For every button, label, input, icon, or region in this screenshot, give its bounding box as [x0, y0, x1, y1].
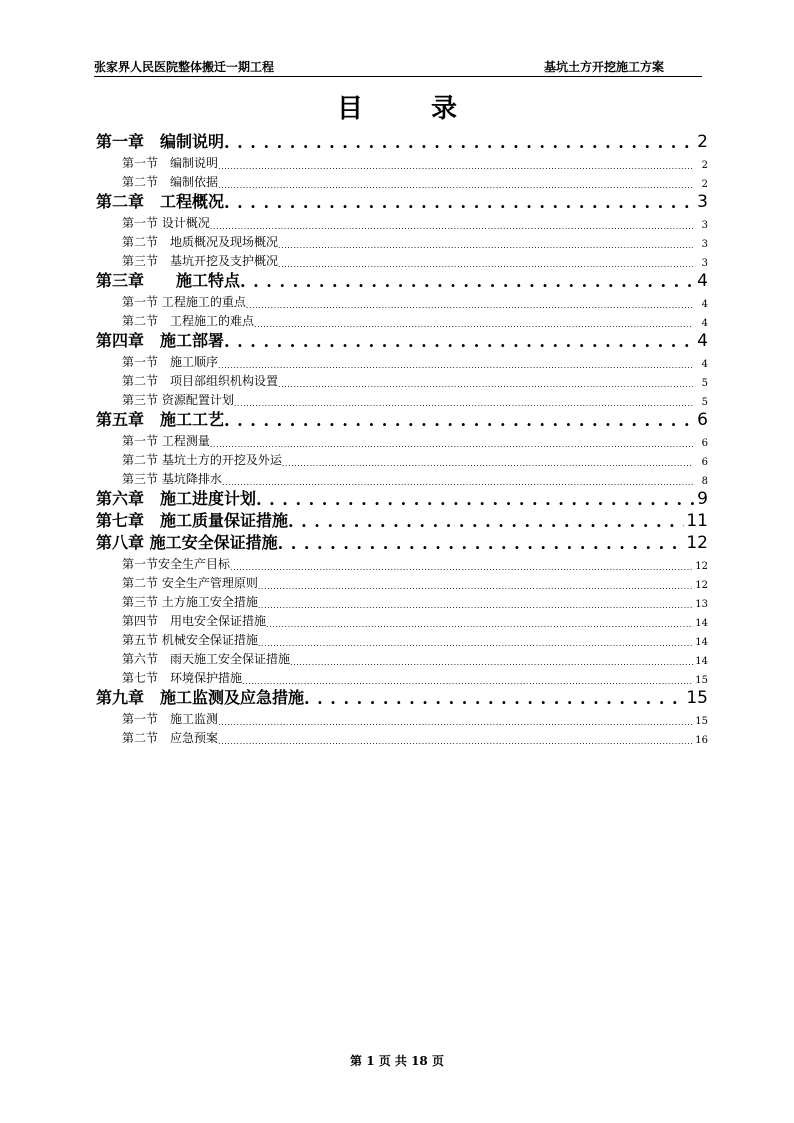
section-page-number: 4: [701, 318, 708, 329]
toc-chapter-entry[interactable]: [96, 686, 708, 708]
section-label: 第二节 地质概况及现场概况: [122, 235, 279, 249]
dot-leader: [224, 133, 695, 152]
section-page-number: 6: [701, 438, 708, 449]
section-label: 第三节 土方施工安全措施: [122, 595, 258, 609]
toc-chapter-entry[interactable]: [96, 130, 708, 152]
toc-section-entry[interactable]: [96, 351, 708, 370]
section-page-number: 14: [695, 656, 708, 667]
section-page-number: 3: [701, 258, 708, 269]
chapter-page-number: 4: [697, 271, 708, 291]
dot-leader: [230, 563, 693, 572]
section-label: 第七节 环境保护措施: [122, 671, 243, 685]
dot-leader: [210, 222, 693, 231]
section-label: 第二节 工程施工的难点: [122, 314, 255, 328]
section-label: 第四节 用电安全保证措施: [122, 614, 267, 628]
dot-leader: [218, 181, 693, 190]
section-page-number: 4: [701, 299, 708, 310]
section-page-number: 12: [695, 561, 708, 572]
toc-section-entry[interactable]: [96, 667, 708, 686]
table-of-contents: [96, 130, 708, 746]
toc-chapter-entry[interactable]: [96, 269, 708, 291]
dot-leader: [224, 332, 695, 351]
toc-section-entry[interactable]: [96, 708, 708, 727]
dot-leader: [288, 512, 684, 531]
dot-leader: [218, 737, 693, 746]
toc-section-entry[interactable]: [96, 212, 708, 231]
chapter-label: 第五章 施工工艺: [96, 410, 225, 429]
dot-leader: [304, 689, 684, 708]
dot-leader: [234, 399, 693, 408]
toc-section-entry[interactable]: [96, 370, 708, 389]
dot-leader: [282, 459, 693, 468]
page-footer: 第 1 页 共 18 页: [350, 1054, 444, 1068]
toc-section-entry[interactable]: [96, 553, 708, 572]
section-label: 第一节 施工监测: [122, 712, 219, 726]
toc-section-entry[interactable]: [96, 430, 708, 449]
section-page-number: 14: [695, 637, 708, 648]
section-label: 第二节 应急预案: [122, 731, 219, 745]
chapter-page-number: 2: [697, 132, 708, 152]
dot-leader: [242, 677, 693, 686]
chapter-page-number: 9: [697, 489, 708, 509]
toc-chapter-entry[interactable]: [96, 408, 708, 430]
dot-leader: [278, 534, 685, 553]
header-document-title: 基坑土方开挖施工方案: [543, 60, 664, 74]
section-page-number: 3: [701, 220, 708, 231]
toc-section-entry[interactable]: [96, 629, 708, 648]
dot-leader: [218, 361, 693, 370]
section-page-number: 5: [701, 378, 708, 389]
section-label: 第一节 施工顺序: [122, 355, 219, 369]
section-page-number: 15: [695, 675, 708, 686]
section-page-number: 12: [695, 580, 708, 591]
section-label: 第六节 雨天施工安全保证措施: [122, 652, 291, 666]
chapter-label: 第七章 施工质量保证措施: [96, 511, 289, 530]
toc-chapter-entry[interactable]: [96, 531, 708, 553]
toc-chapter-entry[interactable]: [96, 487, 708, 509]
section-page-number: 2: [701, 160, 708, 171]
section-label: 第五节 机械安全保证措施: [122, 633, 258, 647]
section-page-number: 5: [701, 397, 708, 408]
dot-leader: [218, 718, 693, 727]
section-label: 第一节安全生产目标: [122, 557, 231, 571]
toc-section-entry[interactable]: [96, 449, 708, 468]
dot-leader: [246, 301, 693, 310]
chapter-page-number: 12: [686, 533, 708, 553]
section-page-number: 6: [701, 457, 708, 468]
section-label: 第一节 设计概况: [122, 216, 210, 230]
toc-section-entry[interactable]: [96, 310, 708, 329]
toc-title: 目录: [336, 94, 525, 124]
chapter-page-number: 11: [686, 511, 708, 531]
toc-section-entry[interactable]: [96, 727, 708, 746]
dot-leader: [258, 639, 693, 648]
toc-section-entry[interactable]: [96, 152, 708, 171]
section-page-number: 8: [701, 476, 708, 487]
section-label: 第一节 编制说明: [122, 156, 219, 170]
section-label: 第一节 工程测量: [122, 434, 210, 448]
dot-leader: [240, 272, 695, 291]
section-label: 第二节 编制依据: [122, 175, 219, 189]
dot-leader: [210, 440, 693, 449]
chapter-label: 第二章 工程概况: [96, 192, 225, 211]
section-label: 第一节 工程施工的重点: [122, 295, 246, 309]
toc-section-entry[interactable]: [96, 231, 708, 250]
toc-section-entry[interactable]: [96, 468, 708, 487]
section-label: 第二节 项目部组织机构设置: [122, 374, 279, 388]
toc-section-entry[interactable]: [96, 572, 708, 591]
dot-leader: [258, 582, 693, 591]
dot-leader: [224, 193, 695, 212]
dot-leader: [218, 162, 693, 171]
dot-leader: [224, 411, 695, 430]
section-page-number: 15: [695, 716, 708, 727]
chapter-label: 第四章 施工部署: [96, 331, 225, 350]
chapter-label: 第八章 施工安全保证措施: [96, 533, 278, 552]
section-page-number: 2: [701, 179, 708, 190]
toc-section-entry[interactable]: [96, 291, 708, 310]
section-page-number: 3: [701, 239, 708, 250]
dot-leader: [254, 320, 693, 329]
header-project-name: 张家界人民医院整体搬迁一期工程: [94, 60, 275, 74]
dot-leader: [278, 241, 693, 250]
dot-leader: [258, 601, 693, 610]
toc-section-entry[interactable]: [96, 648, 708, 667]
dot-leader: [290, 658, 693, 667]
dot-leader: [266, 620, 693, 629]
page-header: [94, 56, 702, 77]
section-label: 第二节 安全生产管理原则: [122, 576, 258, 590]
toc-section-entry[interactable]: [96, 389, 708, 408]
chapter-page-number: 3: [697, 192, 708, 212]
section-page-number: 4: [701, 359, 708, 370]
chapter-label: 第一章 编制说明: [96, 132, 225, 151]
section-label: 第三节 基坑开挖及支护概况: [122, 254, 279, 268]
dot-leader: [256, 490, 695, 509]
toc-chapter-entry[interactable]: [96, 329, 708, 351]
toc-section-entry[interactable]: [96, 250, 708, 269]
section-page-number: 14: [695, 618, 708, 629]
chapter-page-number: 6: [697, 410, 708, 430]
section-label: 第三节 基坑降排水: [122, 472, 222, 486]
dot-leader: [278, 380, 693, 389]
toc-section-entry[interactable]: [96, 610, 708, 629]
dot-leader: [222, 478, 693, 487]
toc-section-entry[interactable]: [96, 591, 708, 610]
toc-chapter-entry[interactable]: [96, 509, 708, 531]
chapter-label: 第三章 施工特点: [96, 271, 241, 290]
toc-chapter-entry[interactable]: [96, 190, 708, 212]
section-page-number: 13: [695, 599, 708, 610]
chapter-label: 第六章 施工进度计划: [96, 489, 257, 508]
chapter-page-number: 15: [686, 688, 708, 708]
section-label: 第三节 资源配置计划: [122, 393, 234, 407]
toc-section-entry[interactable]: [96, 171, 708, 190]
chapter-page-number: 4: [697, 331, 708, 351]
chapter-label: 第九章 施工监测及应急措施: [96, 688, 305, 707]
dot-leader: [278, 260, 693, 269]
section-page-number: 16: [695, 735, 708, 746]
section-label: 第二节 基坑土方的开挖及外运: [122, 453, 282, 467]
